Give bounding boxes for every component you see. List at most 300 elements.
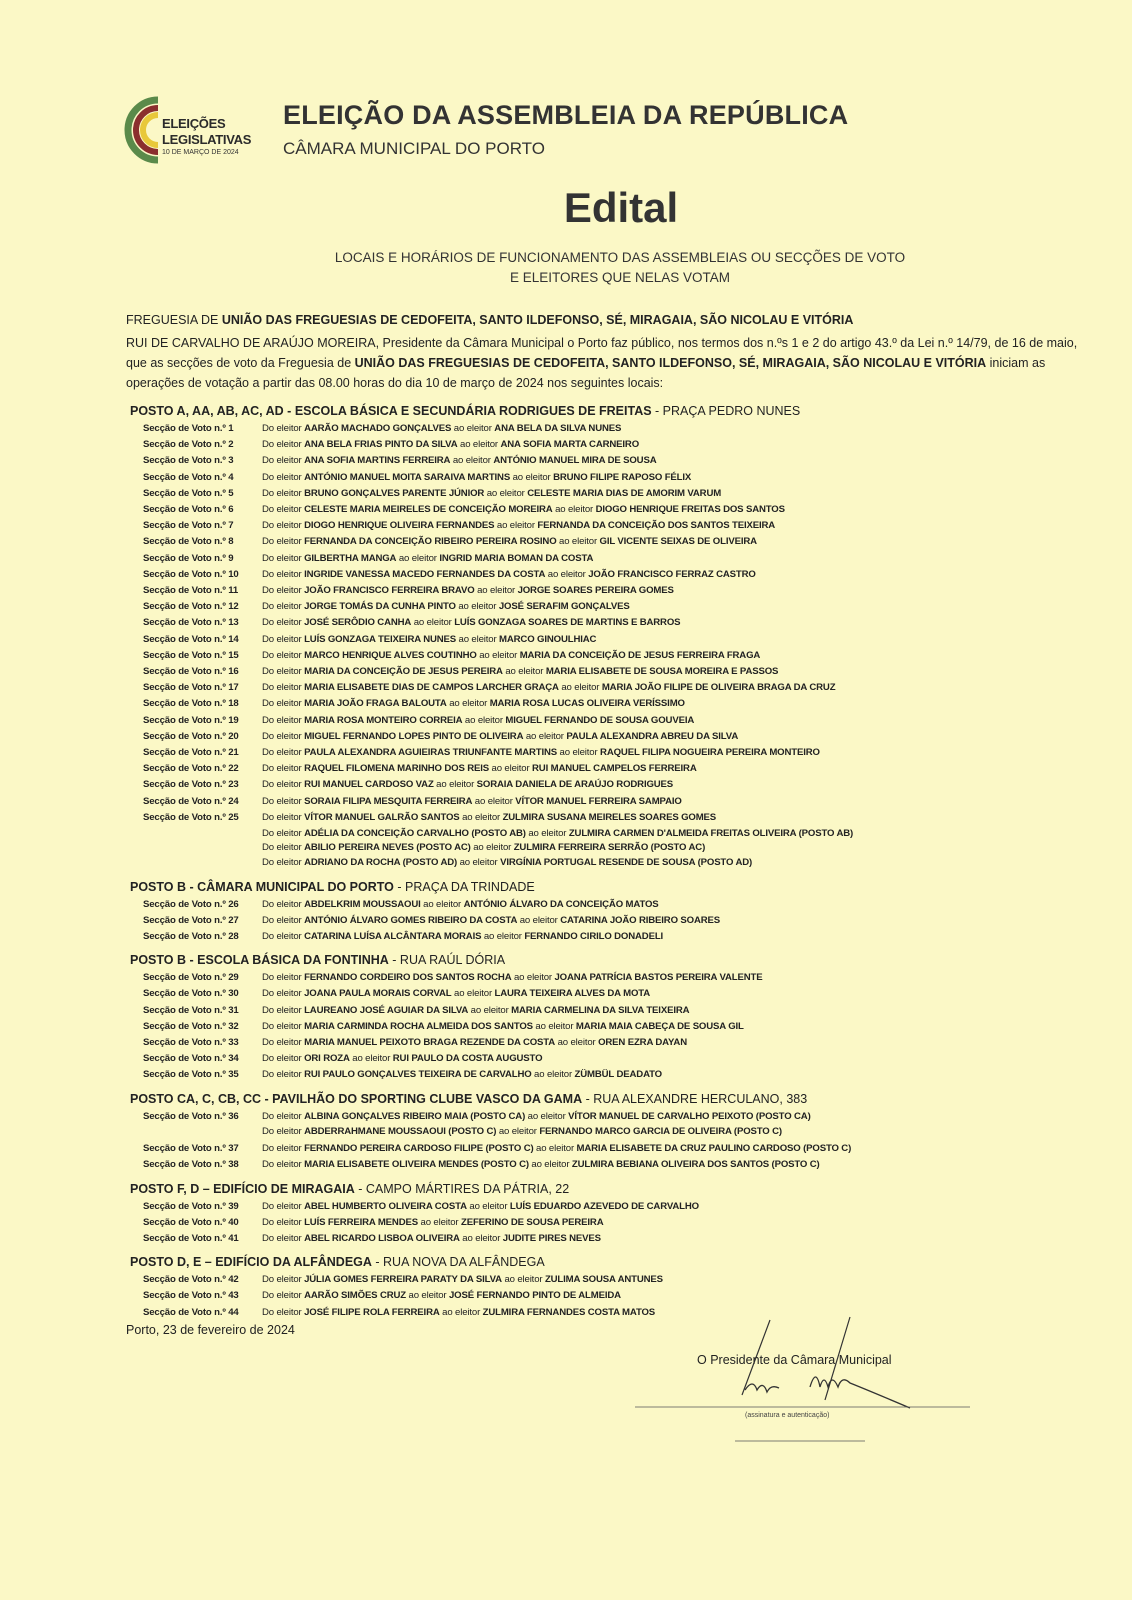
last-voter: RUI PAULO DA COSTA AUGUSTO xyxy=(392,1053,543,1065)
to-label: ao eleitor xyxy=(470,842,514,854)
posto-address: - PRAÇA PEDRO NUNES xyxy=(651,404,801,418)
section-label: Secção de Voto n.º 42 xyxy=(143,1274,239,1286)
last-voter: SORAIA DANIELA DE ARAÚJO RODRIGUES xyxy=(476,779,674,791)
first-voter: MARIA JOÃO FRAGA BALOUTA xyxy=(304,698,447,710)
from-label: Do eleitor xyxy=(262,1036,305,1048)
section-row xyxy=(130,437,1030,453)
last-voter: JOANA PATRÍCIA BASTOS PEREIRA VALENTE xyxy=(554,972,763,984)
section-label: Secção de Voto n.º 15 xyxy=(143,649,239,661)
section-row xyxy=(130,518,1030,534)
section-label: Secção de Voto n.º 9 xyxy=(143,552,234,564)
first-voter: ANA BELA FRIAS PINTO DA SILVA xyxy=(304,439,458,451)
last-voter: JORGE SOARES PEREIRA GOMES xyxy=(517,585,674,597)
first-voter: ANTÓNIO MANUEL MOITA SARAIVA MARTINS xyxy=(304,471,511,483)
section-label: Secção de Voto n.º 2 xyxy=(143,439,234,451)
to-label: ao eleitor xyxy=(396,552,440,564)
from-label: Do eleitor xyxy=(262,930,305,942)
to-label: ao eleitor xyxy=(433,779,477,791)
last-voter: ZULMIRA FERREIRA SERRÃO (POSTO AC) xyxy=(513,842,706,854)
to-label: ao eleitor xyxy=(555,1036,599,1048)
section-voters xyxy=(262,664,1030,680)
voter-range xyxy=(262,615,1030,631)
voter-range xyxy=(262,713,1030,729)
to-label: ao eleitor xyxy=(411,617,455,629)
voter-range xyxy=(262,1067,1030,1083)
from-label: Do eleitor xyxy=(262,423,305,434)
section-row xyxy=(130,1157,1030,1173)
section-label: Secção de Voto n.º 3 xyxy=(143,455,234,467)
section-label: Secção de Voto n.º 8 xyxy=(143,536,234,548)
first-voter: FERNANDA DA CONCEIÇÃO RIBEIRO PEREIRA ROSINO xyxy=(304,536,557,548)
section-row xyxy=(130,929,1030,945)
to-label: ao eleitor xyxy=(476,649,520,661)
first-voter: JORGE TOMÁS DA CUNHA PINTO xyxy=(304,601,456,613)
logo-date: 10 DE MARÇO DE 2024 xyxy=(162,149,239,156)
first-voter: SORAIA FILIPA MESQUITA FERREIRA xyxy=(304,795,473,807)
posto-heading xyxy=(130,1091,1030,1107)
last-voter: INGRID MARIA BOMAN DA COSTA xyxy=(439,552,594,564)
section-label: Secção de Voto n.º 23 xyxy=(143,779,239,791)
first-voter: ANA SOFIA MARTINS FERREIRA xyxy=(304,455,451,467)
voter-range xyxy=(262,648,1030,664)
voter-range xyxy=(262,745,1030,761)
first-voter: LUÍS GONZAGA TEIXEIRA NUNES xyxy=(304,633,457,645)
to-label: ao eleitor xyxy=(489,763,533,775)
posto-group xyxy=(130,879,1030,946)
section-label: Secção de Voto n.º 21 xyxy=(143,747,239,759)
to-label: ao eleitor xyxy=(459,1233,503,1245)
section-label: Secção de Voto n.º 1 xyxy=(143,423,234,434)
section-voters xyxy=(262,632,1030,648)
heading-line2: E ELEITORES QUE NELAS VOTAM xyxy=(509,270,731,285)
voter-range xyxy=(262,729,1030,745)
last-voter: ZEFERINO DE SOUSA PEREIRA xyxy=(461,1216,604,1228)
voter-range xyxy=(262,1125,1030,1141)
signature-icon xyxy=(630,1315,990,1445)
from-label: Do eleitor xyxy=(262,682,305,694)
section-voters xyxy=(262,1109,1030,1142)
from-label: Do eleitor xyxy=(262,504,305,516)
from-label: Do eleitor xyxy=(262,714,305,726)
voter-range xyxy=(262,1003,1030,1019)
section-row xyxy=(130,664,1030,680)
section-row xyxy=(130,534,1030,550)
section-row xyxy=(130,583,1030,599)
voter-range xyxy=(262,1109,1030,1125)
voter-range xyxy=(262,1035,1030,1051)
section-row xyxy=(130,1067,1030,1083)
to-label: ao eleitor xyxy=(525,827,569,839)
section-voters xyxy=(262,502,1030,518)
first-voter: MARIA CARMINDA ROCHA ALMEIDA DOS SANTOS xyxy=(304,1020,533,1032)
section-voters xyxy=(262,453,1030,469)
to-label: ao eleitor xyxy=(439,1306,483,1318)
last-voter: JOSÉ FERNANDO PINTO DE ALMEIDA xyxy=(449,1290,621,1302)
section-label: Secção de Voto n.º 38 xyxy=(143,1159,239,1171)
posto-group xyxy=(130,952,1030,1083)
section-voters xyxy=(262,680,1030,696)
logo-line1: ELEIÇÕES xyxy=(162,116,226,131)
voter-range xyxy=(262,929,1030,945)
voter-range xyxy=(262,518,1030,534)
posto-name: POSTO B - ESCOLA BÁSICA DA FONTINHA xyxy=(130,953,389,968)
section-label: Secção de Voto n.º 4 xyxy=(143,471,234,483)
from-label: Do eleitor xyxy=(262,1306,305,1318)
last-voter: CELESTE MARIA DIAS DE AMORIM VARUM xyxy=(527,487,722,499)
section-voters xyxy=(262,1067,1030,1083)
voter-range xyxy=(262,826,1030,840)
from-label: Do eleitor xyxy=(262,972,305,984)
posto-heading xyxy=(130,403,1030,419)
first-voter: ORI ROZA xyxy=(304,1053,350,1065)
section-label: Secção de Voto n.º 28 xyxy=(143,930,239,942)
from-label: Do eleitor xyxy=(262,811,305,823)
posto-address: - PRAÇA DA TRINDADE xyxy=(393,879,535,894)
section-label: Secção de Voto n.º 6 xyxy=(143,504,234,516)
posto-heading xyxy=(130,1254,1030,1270)
section-row xyxy=(130,1272,1030,1288)
last-voter: MIGUEL FERNANDO DE SOUSA GOUVEIA xyxy=(505,714,695,726)
section-row xyxy=(130,897,1030,913)
section-voters xyxy=(262,1003,1030,1019)
section-row xyxy=(130,794,1030,810)
section-label: Secção de Voto n.º 43 xyxy=(143,1290,239,1302)
section-voters xyxy=(262,1272,1030,1288)
section-voters xyxy=(262,897,1030,913)
section-label: Secção de Voto n.º 27 xyxy=(143,914,239,926)
last-voter: PAULA ALEXANDRA ABREU DA SILVA xyxy=(566,730,739,742)
to-label: ao eleitor xyxy=(502,666,546,678)
to-label: ao eleitor xyxy=(472,795,516,807)
section-row xyxy=(130,680,1030,696)
section-label: Secção de Voto n.º 44 xyxy=(143,1306,239,1318)
section-row xyxy=(130,615,1030,631)
last-voter: MARIA JOÃO FILIPE DE OLIVEIRA BRAGA DA CRUZ xyxy=(601,682,836,694)
from-label: Do eleitor xyxy=(262,568,305,580)
from-label: Do eleitor xyxy=(262,1159,305,1171)
page-title: ELEIÇÃO DA ASSEMBLEIA DA REPÚBLICA xyxy=(283,100,849,130)
from-label: Do eleitor xyxy=(262,779,305,791)
section-row xyxy=(130,1231,1030,1247)
to-label: ao eleitor xyxy=(406,1290,449,1302)
section-row xyxy=(130,777,1030,793)
section-label: Secção de Voto n.º 5 xyxy=(143,487,234,499)
last-voter: BRUNO FILIPE RAPOSO FÉLIX xyxy=(553,471,692,483)
from-label: Do eleitor xyxy=(262,856,305,868)
to-label: ao eleitor xyxy=(510,471,554,483)
section-voters xyxy=(262,1199,1030,1215)
first-voter: VÍTOR MANUEL GALRÃO SANTOS xyxy=(304,811,460,823)
last-voter: MARIA ELISABETE DA CRUZ PAULINO CARDOSO (POSTO C) xyxy=(576,1143,852,1155)
voter-range xyxy=(262,1288,1030,1304)
intro-paragraph xyxy=(126,333,1096,393)
voter-range xyxy=(262,1231,1030,1247)
last-voter: FERNANDA DA CONCEIÇÃO DOS SANTOS TEIXEIRA xyxy=(537,520,776,532)
first-voter: FERNANDO CORDEIRO DOS SANTOS ROCHA xyxy=(304,972,512,984)
from-label: Do eleitor xyxy=(262,730,305,742)
first-voter: RAQUEL FILOMENA MARINHO DOS REIS xyxy=(304,763,490,775)
from-label: Do eleitor xyxy=(262,914,305,926)
first-voter: ADÉLIA DA CONCEIÇÃO CARVALHO (POSTO AB) xyxy=(304,827,526,839)
first-voter: AARÃO MACHADO GONÇALVES xyxy=(304,423,452,434)
to-label: ao eleitor xyxy=(523,730,567,742)
from-label: Do eleitor xyxy=(262,1069,305,1081)
from-label: Do eleitor xyxy=(262,1233,305,1245)
to-label: ao eleitor xyxy=(531,1069,575,1081)
voter-range xyxy=(262,567,1030,583)
section-label: Secção de Voto n.º 39 xyxy=(143,1200,239,1212)
from-label: Do eleitor xyxy=(262,747,305,759)
voter-range xyxy=(262,583,1030,599)
to-label: ao eleitor xyxy=(481,930,525,942)
to-label: ao eleitor xyxy=(457,856,501,868)
last-voter: ANTÓNIO MANUEL MIRA DE SOUSA xyxy=(493,455,657,467)
posto-heading xyxy=(130,952,1030,968)
first-voter: LAUREANO JOSÉ AGUIAR DA SILVA xyxy=(304,1004,469,1016)
section-label: Secção de Voto n.º 30 xyxy=(143,988,239,1000)
from-label: Do eleitor xyxy=(262,1143,305,1155)
section-voters xyxy=(262,1019,1030,1035)
document-title: Edital xyxy=(563,184,679,231)
first-voter: MARIA ROSA MONTEIRO CORREIA xyxy=(304,714,463,726)
voter-range xyxy=(262,1199,1030,1215)
voter-range xyxy=(262,1019,1030,1035)
from-label: Do eleitor xyxy=(262,795,305,807)
voter-range xyxy=(262,855,1030,871)
voter-range xyxy=(262,794,1030,810)
first-voter: INGRIDE VANESSA MACEDO FERNANDES DA COSTA xyxy=(304,568,546,580)
section-label: Secção de Voto n.º 18 xyxy=(143,698,239,710)
first-voter: JOSÉ FILIPE ROLA FERREIRA xyxy=(304,1306,440,1318)
section-row xyxy=(130,421,1030,437)
from-label: Do eleitor xyxy=(262,471,305,483)
first-voter: CELESTE MARIA MEIRELES DE CONCEIÇÃO MOREIRA xyxy=(304,504,553,516)
voter-range xyxy=(262,1051,1030,1067)
to-label: ao eleitor xyxy=(532,1020,576,1032)
first-voter: GILBERTHA MANGA xyxy=(304,552,397,564)
from-label: Do eleitor xyxy=(262,666,305,678)
page-subtitle: CÂMARA MUNICIPAL DO PORTO xyxy=(283,139,545,158)
last-voter: ZULIMA SOUSA ANTUNES xyxy=(544,1274,663,1286)
voter-range xyxy=(262,470,1030,486)
section-label: Secção de Voto n.º 36 xyxy=(143,1110,239,1122)
last-voter: LAURA TEIXEIRA ALVES DA MOTA xyxy=(494,988,651,1000)
to-label: ao eleitor xyxy=(456,633,500,645)
section-row xyxy=(130,632,1030,648)
section-row xyxy=(130,1003,1030,1019)
to-label: ao eleitor xyxy=(511,972,555,984)
first-voter: RUI PAULO GONÇALVES TEIXEIRA DE CARVALHO xyxy=(304,1069,532,1081)
to-label: ao eleitor xyxy=(468,1004,512,1016)
to-label: ao eleitor xyxy=(545,568,589,580)
first-voter: FERNANDO PEREIRA CARDOSO FILIPE (POSTO C) xyxy=(304,1143,534,1155)
section-row xyxy=(130,986,1030,1002)
section-label: Secção de Voto n.º 16 xyxy=(143,666,239,678)
from-label: Do eleitor xyxy=(262,1216,305,1228)
voter-range xyxy=(262,897,1030,913)
section-row xyxy=(130,1288,1030,1304)
first-voter: MARIA ELISABETE OLIVEIRA MENDES (POSTO C) xyxy=(304,1159,529,1171)
posto-name: POSTO A, AA, AB, AC, AD - ESCOLA BÁSICA E SECUNDÁRIA RODRIGUES DE FREITAS xyxy=(130,404,652,418)
from-label: Do eleitor xyxy=(262,1004,305,1016)
last-voter: VÍTOR MANUEL DE CARVALHO PEIXOTO (POSTO CA) xyxy=(568,1110,811,1122)
from-label: Do eleitor xyxy=(262,487,305,499)
first-voter: ANTÓNIO ÁLVARO GOMES RIBEIRO DA COSTA xyxy=(304,914,518,926)
posto-heading xyxy=(130,879,1030,895)
elections-logo xyxy=(118,94,258,166)
section-row xyxy=(130,599,1030,615)
voter-range xyxy=(262,1141,1030,1157)
from-label: Do eleitor xyxy=(262,617,305,629)
last-voter: ZÜMBÜL DEADATO xyxy=(574,1069,662,1081)
posto-address: - CAMPO MÁRTIRES DA PÁTRIA, 22 xyxy=(354,1181,570,1196)
section-row xyxy=(130,810,1030,872)
freguesia-label: FREGUESIA DE xyxy=(126,313,222,327)
voter-range xyxy=(262,551,1030,567)
voter-range xyxy=(262,502,1030,518)
first-voter: ALBINA GONÇALVES RIBEIRO MAIA (POSTO CA) xyxy=(304,1110,526,1122)
to-label: ao eleitor xyxy=(451,423,495,434)
last-voter: VIRGÍNIA PORTUGAL RESENDE DE SOUSA (POSTO AD) xyxy=(500,856,753,868)
first-voter: BRUNO GONÇALVES PARENTE JÚNIOR xyxy=(304,487,485,499)
from-label: Do eleitor xyxy=(262,585,305,597)
to-label: ao eleitor xyxy=(474,585,518,597)
first-voter: ABILIO PEREIRA NEVES (POSTO AC) xyxy=(304,842,471,854)
section-label: Secção de Voto n.º 19 xyxy=(143,714,239,726)
posto-name: POSTO F, D – EDIFÍCIO DE MIRAGAIA xyxy=(130,1181,355,1196)
to-label: ao eleitor xyxy=(466,1200,510,1212)
last-voter: LUÍS EDUARDO AZEVEDO DE CARVALHO xyxy=(509,1200,699,1212)
first-voter: ABEL RICARDO LISBOA OLIVEIRA xyxy=(304,1233,460,1245)
section-voters xyxy=(262,486,1030,502)
from-label: Do eleitor xyxy=(262,698,305,710)
section-label: Secção de Voto n.º 31 xyxy=(143,1004,239,1016)
section-label: Secção de Voto n.º 22 xyxy=(143,763,239,775)
to-label: ao eleitor xyxy=(517,914,561,926)
from-label: Do eleitor xyxy=(262,633,305,645)
to-label: ao eleitor xyxy=(484,487,528,499)
from-label: Do eleitor xyxy=(262,552,305,564)
last-voter: ZULMIRA CARMEN D'ALMEIDA FREITAS OLIVEIRA (POSTO AB) xyxy=(568,827,854,839)
section-label: Secção de Voto n.º 13 xyxy=(143,617,239,629)
to-label: ao eleitor xyxy=(349,1053,393,1065)
section-row xyxy=(130,1199,1030,1215)
last-voter: MARIA DA CONCEIÇÃO DE JESUS FERREIRA FRAGA xyxy=(519,649,761,661)
from-label: Do eleitor xyxy=(262,649,305,661)
voter-range xyxy=(262,986,1030,1002)
posto-name: POSTO D, E – EDIFÍCIO DA ALFÂNDEGA xyxy=(130,1255,372,1270)
section-label: Secção de Voto n.º 11 xyxy=(143,585,239,597)
posto-address: - RUA ALEXANDRE HERCULANO, 383 xyxy=(582,1091,808,1106)
first-voter: ABDELKRIM MOUSSAOUI xyxy=(304,898,421,910)
section-voters xyxy=(262,1035,1030,1051)
signature-caption: (assinatura e autenticação) xyxy=(745,1412,830,1419)
section-voters xyxy=(262,1231,1030,1247)
section-voters xyxy=(262,713,1030,729)
from-label: Do eleitor xyxy=(262,520,305,532)
section-row xyxy=(130,1141,1030,1157)
first-voter: MARIA MANUEL PEIXOTO BRAGA REZENDE DA COSTA xyxy=(304,1036,556,1048)
voter-range xyxy=(262,534,1030,550)
posto-address: - RUA NOVA DA ALFÂNDEGA xyxy=(371,1255,545,1270)
last-voter: ANA BELA DA SILVA NUNES xyxy=(494,423,622,434)
section-row xyxy=(130,1109,1030,1142)
voter-range xyxy=(262,486,1030,502)
to-label: ao eleitor xyxy=(446,698,490,710)
from-label: Do eleitor xyxy=(262,988,305,1000)
to-label: ao eleitor xyxy=(451,988,495,1000)
section-voters xyxy=(262,1215,1030,1231)
voter-range xyxy=(262,1215,1030,1231)
voter-range xyxy=(262,599,1030,615)
last-voter: LUÍS GONZAGA SOARES DE MARTINS E BARROS xyxy=(454,617,681,629)
section-voters xyxy=(262,745,1030,761)
first-voter: JÚLIA GOMES FERREIRA PARATY DA SILVA xyxy=(304,1274,502,1286)
section-row xyxy=(130,729,1030,745)
section-row xyxy=(130,713,1030,729)
to-label: ao eleitor xyxy=(496,1126,540,1138)
last-voter: GIL VICENTE SEIXAS DE OLIVEIRA xyxy=(599,536,757,548)
intro-freguesia: UNIÃO DAS FREGUESIAS DE CEDOFEITA, SANTO ILDEFONSO, SÉ, MIRAGAIA, SÃO NICOLAU E VITÓRIA xyxy=(354,356,987,370)
section-voters xyxy=(262,970,1030,986)
last-voter: ANA SOFIA MARTA CARNEIRO xyxy=(500,439,640,451)
section-voters xyxy=(262,1288,1030,1304)
heading-line1: LOCAIS E HORÁRIOS DE FUNCIONAMENTO DAS ASSEMBLEIAS OU SECÇÕES DE VOTO xyxy=(334,250,906,265)
freguesia-name: UNIÃO DAS FREGUESIAS DE CEDOFEITA, SANTO ILDEFONSO, SÉ, MIRAGAIA, SÃO NICOLAU E VITÓRIA xyxy=(221,313,854,327)
first-voter: PAULA ALEXANDRA AGUIEIRAS TRIUNFANTE MARTINS xyxy=(304,747,558,759)
last-voter: MARIA ELISABETE DE SOUSA MOREIRA E PASSOS xyxy=(545,666,779,678)
from-label: Do eleitor xyxy=(262,1274,305,1286)
to-label: ao eleitor xyxy=(525,1110,569,1122)
section-row xyxy=(130,648,1030,664)
from-label: Do eleitor xyxy=(262,601,305,613)
first-voter: MARCO HENRIQUE ALVES COUTINHO xyxy=(304,649,477,661)
section-row xyxy=(130,486,1030,502)
last-voter: VÍTOR MANUEL FERREIRA SAMPAIO xyxy=(515,795,682,807)
first-voter: DIOGO HENRIQUE OLIVEIRA FERNANDES xyxy=(304,520,495,532)
voter-range xyxy=(262,696,1030,712)
section-voters xyxy=(262,615,1030,631)
president-label: O Presidente da Câmara Municipal xyxy=(697,1353,892,1367)
voter-range xyxy=(262,810,1030,826)
to-label: ao eleitor xyxy=(455,601,499,613)
from-label: Do eleitor xyxy=(262,1126,305,1138)
first-voter: JOSÉ SERÔDIO CANHA xyxy=(304,617,412,629)
posto-group xyxy=(130,1091,1030,1174)
section-voters xyxy=(262,986,1030,1002)
document-date: Porto, 23 de fevereiro de 2024 xyxy=(126,1323,295,1337)
from-label: Do eleitor xyxy=(262,455,305,467)
section-voters xyxy=(262,648,1030,664)
voter-range xyxy=(262,777,1030,793)
section-row xyxy=(130,696,1030,712)
from-label: Do eleitor xyxy=(262,1200,305,1212)
first-voter: CATARINA LUÍSA ALCÂNTARA MORAIS xyxy=(304,930,482,942)
posto-heading xyxy=(130,1181,1030,1197)
to-label: ao eleitor xyxy=(418,1216,461,1228)
to-label: ao eleitor xyxy=(552,504,596,516)
section-row xyxy=(130,567,1030,583)
posto-group xyxy=(130,403,1030,872)
section-row xyxy=(130,970,1030,986)
last-voter: OREN EZRA DAYAN xyxy=(598,1036,687,1048)
from-label: Do eleitor xyxy=(262,536,305,548)
last-voter: JOÃO FRANCISCO FERRAZ CASTRO xyxy=(588,568,756,580)
from-label: Do eleitor xyxy=(262,439,305,451)
section-row xyxy=(130,502,1030,518)
section-label: Secção de Voto n.º 35 xyxy=(143,1069,239,1081)
section-row xyxy=(130,1035,1030,1051)
